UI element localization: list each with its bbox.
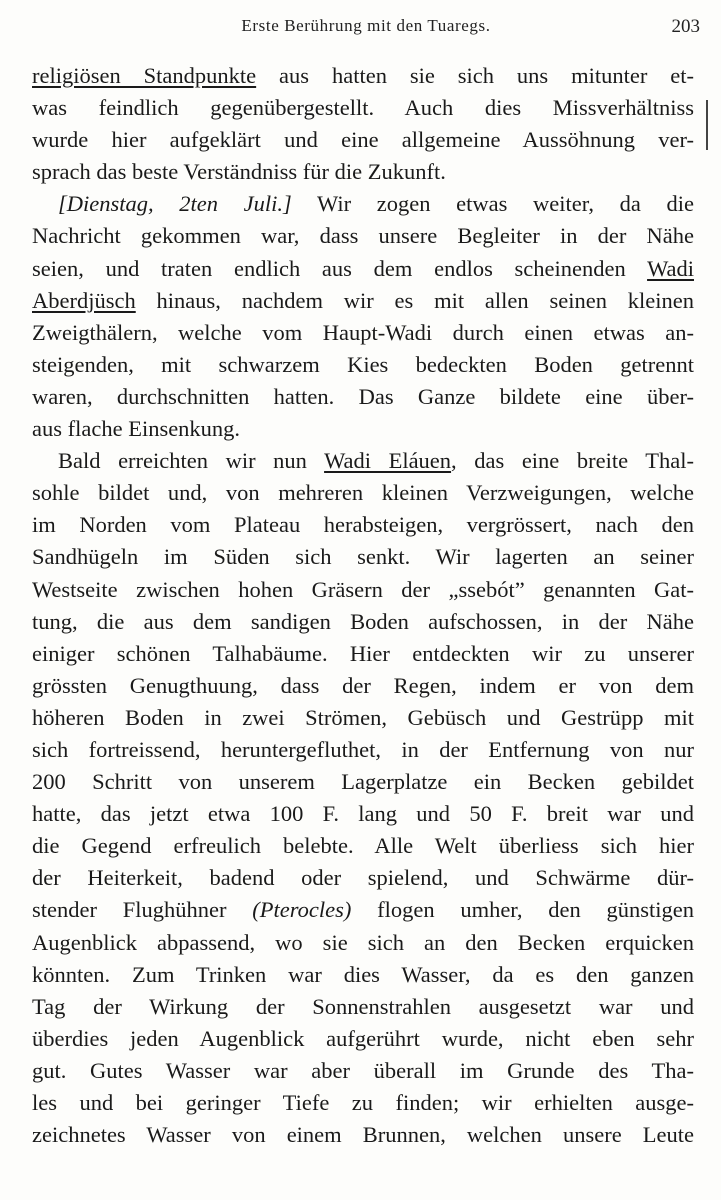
text-line: tung, die aus dem sandigen Boden aufschossen, in der Nähe (32, 608, 694, 634)
margin-mark (706, 100, 708, 150)
text-line: steigenden, mit schwarzem Kies bedeckten Boden getrennt (32, 351, 694, 377)
text-line: was feindlich gegenübergestellt. Auch dies Missverhältniss (32, 95, 694, 121)
text-line: religiösen Standpunkte aus hatten sie sich uns mitunter et- (32, 63, 694, 88)
scientific-name: (Pterocles) (252, 897, 352, 923)
text-line: Tag der Wirkung der Sonnenstrahlen ausgesetzt war und (32, 993, 694, 1019)
text-line: Sandhügeln im Süden sich senkt. Wir lagerten an seiner (32, 544, 694, 570)
text-line: der Heiterkeit, badend oder spielend, und Schwärme dür- (32, 865, 694, 891)
text-line: könnten. Zum Trinken war dies Wasser, da es den ganzen (32, 961, 694, 987)
text-line: Zweigthälern, welche vom Haupt-Wadi durch einen etwas an- (32, 319, 694, 345)
running-head (32, 16, 700, 44)
text-line: überdies jeden Augenblick aufgerührt wurde, nicht eben sehr (32, 1025, 694, 1051)
underlined-phrase: religiösen Standpunkte (32, 63, 257, 88)
page-number: 203 (671, 16, 700, 37)
text-line: waren, durchschnitten hatten. Das Ganze bildete eine über- (32, 383, 694, 409)
text-line: grössten Genugthuung, dass der Regen, indem er von dem (32, 672, 694, 698)
text-line: aus flache Einsenkung. (32, 416, 241, 442)
text-line: Nachricht gekommen war, dass unsere Begleiter in der Nähe (32, 223, 694, 249)
underlined-place-name: Wadi (647, 255, 694, 281)
text-line: sohle bildet und, von mehreren kleinen Verzweigungen, welche (32, 480, 694, 506)
text-line: 200 Schritt von unserem Lagerplatze ein Becken gebildet (32, 769, 694, 795)
text-line: hatte, das jetzt etwa 100 F. lang und 50 F. breit war und (32, 801, 694, 827)
text-line: les und bei geringer Tiefe zu finden; wir erhielten ausge- (32, 1090, 694, 1115)
text-line: sich fortreissend, heruntergefluthet, in der Entfernung von nur (32, 736, 694, 762)
text-line: stender Flughühner (Pterocles) flogen umher, den günstigen (32, 897, 694, 923)
text-line: im Norden vom Plateau herabsteigen, vergrössert, nach den (32, 512, 694, 538)
underlined-place-name: Wadi Eláuen (324, 448, 452, 474)
text-line: die Gegend erfreulich belebte. Alle Welt überliess sich hier (32, 833, 694, 859)
text-line: wurde hier aufgeklärt und eine allgemeine Aussöhnung ver- (32, 127, 694, 153)
underlined-place-name: Aberdjüsch (32, 287, 136, 313)
text-line: Augenblick abpassend, wo sie sich an den Becken erquicken (32, 929, 694, 955)
body-text (32, 60, 694, 1151)
text-line: zeichnetes Wasser von einem Brunnen, welchen unsere Leute (32, 1122, 694, 1148)
text-line: [Dienstag, 2ten Juli.] Wir zogen etwas weiter, da die (58, 191, 694, 217)
text-line: gut. Gutes Wasser war aber überall im Grunde des Tha- (32, 1057, 694, 1083)
text-line: sprach das beste Verständniss für die Zukunft. (32, 159, 446, 185)
text-line: höheren Boden in zwei Strömen, Gebüsch und Gestrüpp mit (32, 704, 694, 730)
date-marker: [Dienstag, 2ten Juli.] (58, 191, 292, 217)
text-line: Bald erreichten wir nun Wadi Eláuen, das eine breite Thal- (58, 448, 694, 474)
text-line: einiger schönen Talhabäume. Hier entdeckten wir zu unserer (32, 640, 694, 666)
running-title: Erste Berührung mit den Tuaregs. (241, 16, 491, 35)
text-line: seien, und traten endlich aus dem endlos scheinenden Wadi (32, 255, 694, 281)
text-line: Westseite zwischen hohen Gräsern der „ssebót” genannten Gat- (32, 576, 694, 602)
text-line: Aberdjüsch hinaus, nachdem wir es mit allen seinen kleinen (32, 287, 694, 313)
